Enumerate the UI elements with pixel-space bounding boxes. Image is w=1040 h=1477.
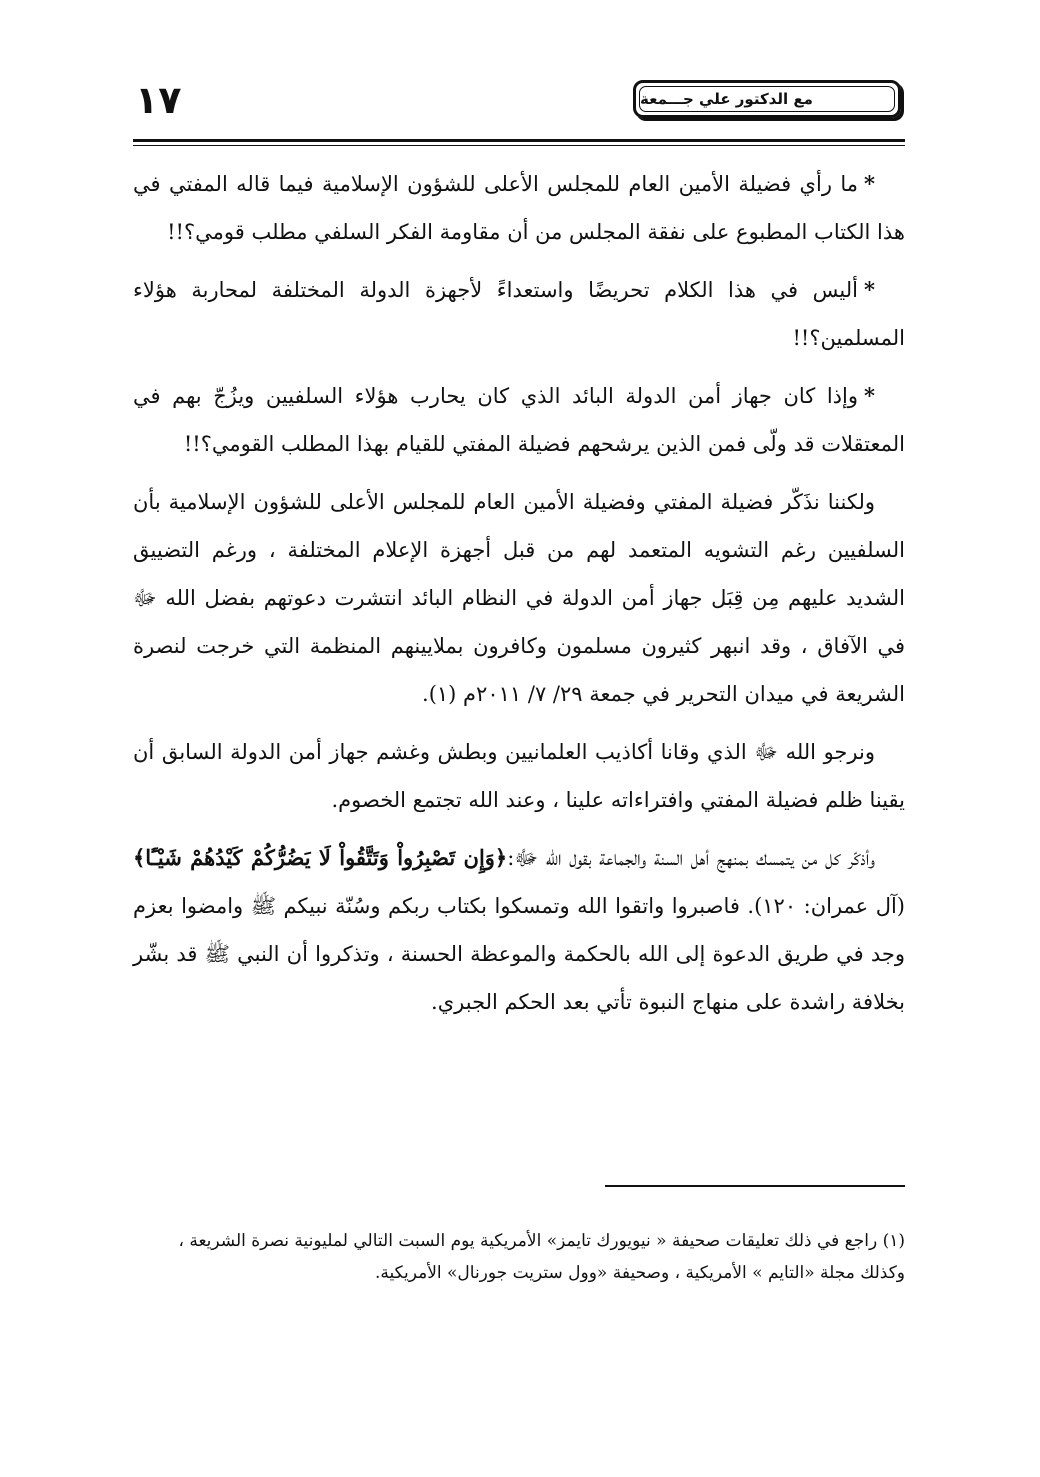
footnotes	[133, 1225, 905, 1289]
header-rule-thick	[133, 139, 905, 142]
paragraph-text: ما رأي فضيلة الأمين العام للمجلس الأعلى للشؤون الإسلامية فيما قاله المفتي في هذا الكتاب المطبوع على نفقة المجلس من أن مقاومة الفكر السلفي مطلب قومي؟!!	[133, 172, 905, 244]
paragraph-text: وإذا كان جهاز أمن الدولة البائد الذي كان يحارب هؤلاء السلفيين ويزُجّ بهم في المعتقلات قد ولّى فمن الذين يرشحهم فضيلة المفتي للقيام بهذا المطلب القومي؟!!	[133, 384, 905, 456]
paragraph-text: ولكننا نذَكّر فضيلة المفتي وفضيلة الأمين العام للمجلس الأعلى للشؤون الإسلامية بأن السلفيين رغم التشويه المتعمد لهم من قبل أجهزة الإعلام المختلفة ، ورغم التضييق الشديد عليهم مِن قِبَل جهاز أمن الدولة في النظام البائد انتشرت دعوتهم بفضل الله ﷻ في الآفاق ، وقد انبهر كثيرون مسلمون وكافرون بملايينهم المنظمة التي خرجت لنصرة الشريعة في ميدان التحرير في جمعة ٢٩/ ٧/ ٢٠١١م (١).	[133, 490, 905, 706]
bullet-star: *	[864, 171, 875, 196]
running-title-box	[633, 80, 901, 118]
paragraph-text: أليس في هذا الكلام تحريضًا واستعداءً لأجهزة الدولة المختلفة لمحاربة هؤلاء المسلمين؟!!	[133, 278, 905, 350]
main-text	[133, 160, 905, 1036]
paragraph-text: وأذكّر كل من يتمسك بمنهج أهل السنة والجماعة بقول الله ﷻ:	[507, 846, 875, 870]
footnote-1: (١) راجع في ذلك تعليقات صحيفة « نيويورك تايمز» الأمريكية يوم السبت التالي لمليونية نصرة الشريعة ، وكذلك مجلة «التايم » الأمريكية ، وصحيفة «وول ستريت جورنال» الأمريكية.	[178, 1231, 905, 1283]
header-rule-thin	[133, 145, 905, 146]
paragraph-2	[133, 266, 905, 362]
paragraph-6	[133, 834, 905, 1026]
paragraph-3	[133, 372, 905, 468]
paragraph-5	[133, 728, 905, 824]
bullet-star: *	[864, 277, 875, 302]
paragraph-text: (آل عمران: ١٢٠). فاصبروا واتقوا الله وتمسكوا بكتاب ربكم وسُنّة نبيكم ﷺ وامضوا بعزم وجد في طريق الدعوة إلى الله بالحكمة والموعظة الحسنة ، وتذكروا أن النبي ﷺ قد بشّر بخلافة راشدة على منهاج النبوة تأتي بعد الحكم الجبري.	[133, 894, 905, 1014]
quran-verse: ﴿وَإِن تَصْبِرُواْ وَتَتَّقُواْ لَا يَضُرُّكُمْ كَيْدُهُمْ شَيْـًٔا﴾	[133, 845, 508, 870]
page-number: ١٧	[135, 78, 182, 122]
paragraph-text: ونرجو الله ﷻ الذي وقانا أكاذيب العلمانيين وبطش وغشم جهاز أمن الدولة السابق أن يقينا ظلم فضيلة المفتي وافتراءاته علينا ، وعند الله تجتمع الخصوم.	[133, 740, 905, 812]
paragraph-4	[133, 478, 905, 718]
running-title: مع الدكتور علي جـــمعة	[639, 86, 895, 112]
footnote-separator	[605, 1185, 905, 1187]
bullet-star: *	[864, 383, 875, 408]
paragraph-1	[133, 160, 905, 256]
